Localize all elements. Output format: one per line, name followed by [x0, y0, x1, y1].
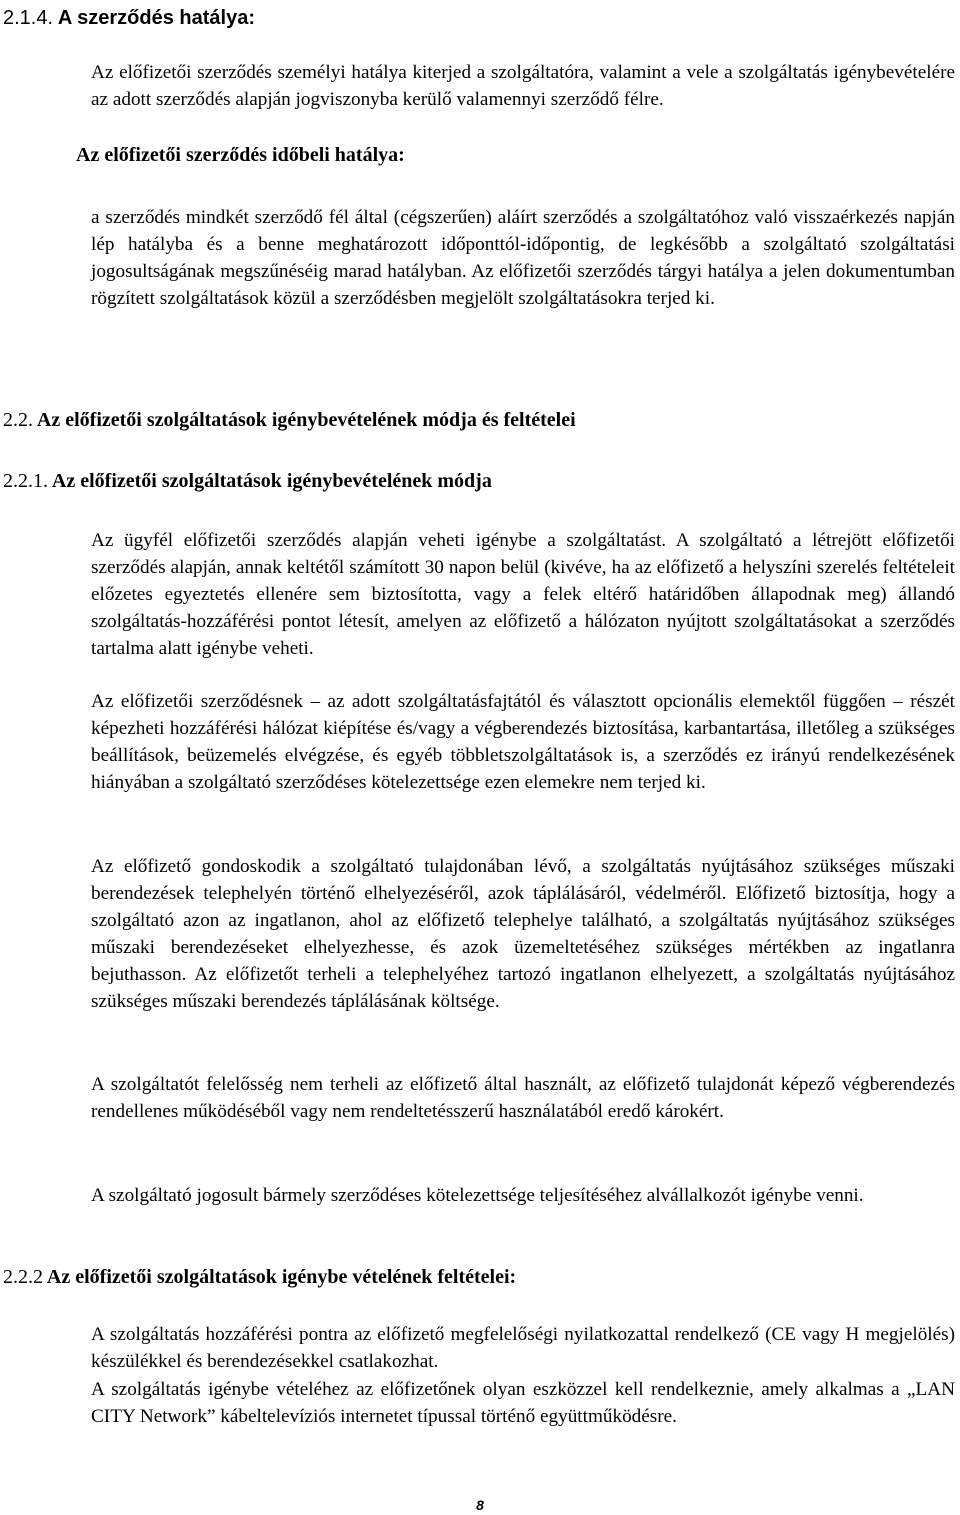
paragraph-text: Az előfizetői szerződés személyi hatálya kiterjed a szolgáltatóra, valamint a vele a szolgáltatás igénybevételére az adott szerződés alapján jogviszonyba kerülő valamennyi szerződő félre. — [91, 62, 955, 110]
paragraph-subscriber-obligations — [91, 853, 955, 1015]
paragraph-service-usage — [91, 527, 955, 662]
page-number: 8 — [476, 1497, 484, 1513]
section-title: Az előfizetői szolgáltatások igénybevételének módja és feltételei — [36, 409, 576, 431]
section-title: Az előfizetői szolgáltatások igénybevételének módja — [51, 470, 492, 492]
section-title: Az előfizetői szolgáltatások igénybe vételének feltételei: — [46, 1266, 517, 1288]
paragraph-temporal-scope — [91, 204, 955, 312]
paragraph-text: Az ügyfél előfizetői szerződés alapján veheti igénybe a szolgáltatást. A szolgáltató a létrejött előfizetői szerződés alapján, annak keltétől számított 30 napon belül (kivéve, ha az előfizető a helyszíni szerelés feltételeit előzetes egyeztetés ellenére sem biztosította, vagy a felek eltérő határidőben állapodnak meg) állandó szolgáltatás-hozzáférési pontot létesít, amelyen az előfizető a hálózaton nyújtott szolgáltatásokat a szerződés tartalma alatt igénybe veheti. — [91, 530, 955, 659]
paragraph-text: A szolgáltató jogosult bármely szerződéses kötelezettsége teljesítéséhez alvállalkozót igénybe venni. — [91, 1185, 864, 1206]
section-number: 2.1.4. — [3, 7, 54, 29]
section-number: 2.2.2 — [3, 1266, 43, 1288]
paragraph-subcontractor — [91, 1182, 955, 1209]
paragraph-text: A szolgáltatót felelősség nem terheli az előfizető által használt, az előfizető tulajdonát képező végberendezés rendellenes működéséből vagy nem rendeltetésszerű használatából eredő károkért. — [91, 1074, 955, 1122]
paragraph-liability — [91, 1071, 955, 1125]
section-heading-2-2-2 — [3, 1263, 516, 1291]
paragraph-equipment-requirement — [91, 1376, 955, 1430]
label-text: Az előfizetői szerződés időbeli hatálya: — [76, 144, 405, 166]
paragraph-text: Az előfizető gondoskodik a szolgáltató tulajdonában lévő, a szolgáltatás nyújtásához szükséges műszaki berendezések telephelyén történő elhelyezéséről, azok táplálásáról, védelméről. Előfizető biztosítja, hogy a szolgáltató azon az ingatlanon, ahol az előfizető telephelye található, a szolgáltatás nyújtásához szükséges műszaki berendezéseket elhelyezhesse, és azok üzemeltetéséhez szükséges mértékben az ingatlanra bejuthasson. Az előfizetőt terheli a telephelyéhez tartozó ingatlanon elhelyezett, a szolgáltatás nyújtásához szükséges műszaki berendezés táplálásának költsége. — [91, 856, 955, 1012]
label-temporal-scope — [76, 141, 405, 169]
section-heading-2-1-4 — [3, 4, 255, 32]
section-heading-2-2-1 — [3, 467, 492, 495]
paragraph-text: Az előfizetői szerződésnek – az adott szolgáltatásfajtától és választott opcionális elemektől függően – részét képezheti hozzáférési hálózat kiépítése és/vagy a végberendezés biztosítása, karbantartása, illetőleg a szükséges beállítások, beüzemelés elvégzése, és egyéb többletszolgáltatások is, a szerződés ez irányú rendelkezésének hiányában a szolgáltató szerződéses kötelezettsége ezen elemekre nem terjed ki. — [91, 691, 955, 793]
paragraph-text: A szolgáltatás hozzáférési pontra az előfizető megfelelőségi nyilatkozattal rendelkező (CE vagy H megjelölés) készülékkel és berendezésekkel csatlakozhat. — [91, 1324, 955, 1372]
section-title: A szerződés hatálya: — [57, 7, 255, 29]
section-number: 2.2. — [3, 409, 33, 431]
paragraph-device-compliance — [91, 1321, 955, 1375]
section-number: 2.2.1. — [3, 470, 48, 492]
section-heading-2-2 — [3, 406, 576, 434]
paragraph-contract-elements — [91, 688, 955, 796]
paragraph-personal-scope — [91, 59, 955, 113]
paragraph-text: a szerződés mindkét szerződő fél által (cégszerűen) aláírt szerződés a szolgáltatóhoz való visszaérkezés napján lép hatályba és a benne meghatározott időponttól-időpontig, de legkésőbb a szolgáltató szolgáltatási jogosultságának megszűnéséig marad hatályban. Az előfizetői szerződés tárgyi hatálya a jelen dokumentumban rögzített szolgáltatások közül a szerződésben megjelölt szolgáltatásokra terjed ki. — [91, 207, 955, 309]
paragraph-text: A szolgáltatás igénybe vételéhez az előfizetőnek olyan eszközzel kell rendelkeznie, amely alkalmas a „LAN CITY Network” kábeltelevíziós internetet típussal történő együttműködésre. — [91, 1379, 955, 1427]
